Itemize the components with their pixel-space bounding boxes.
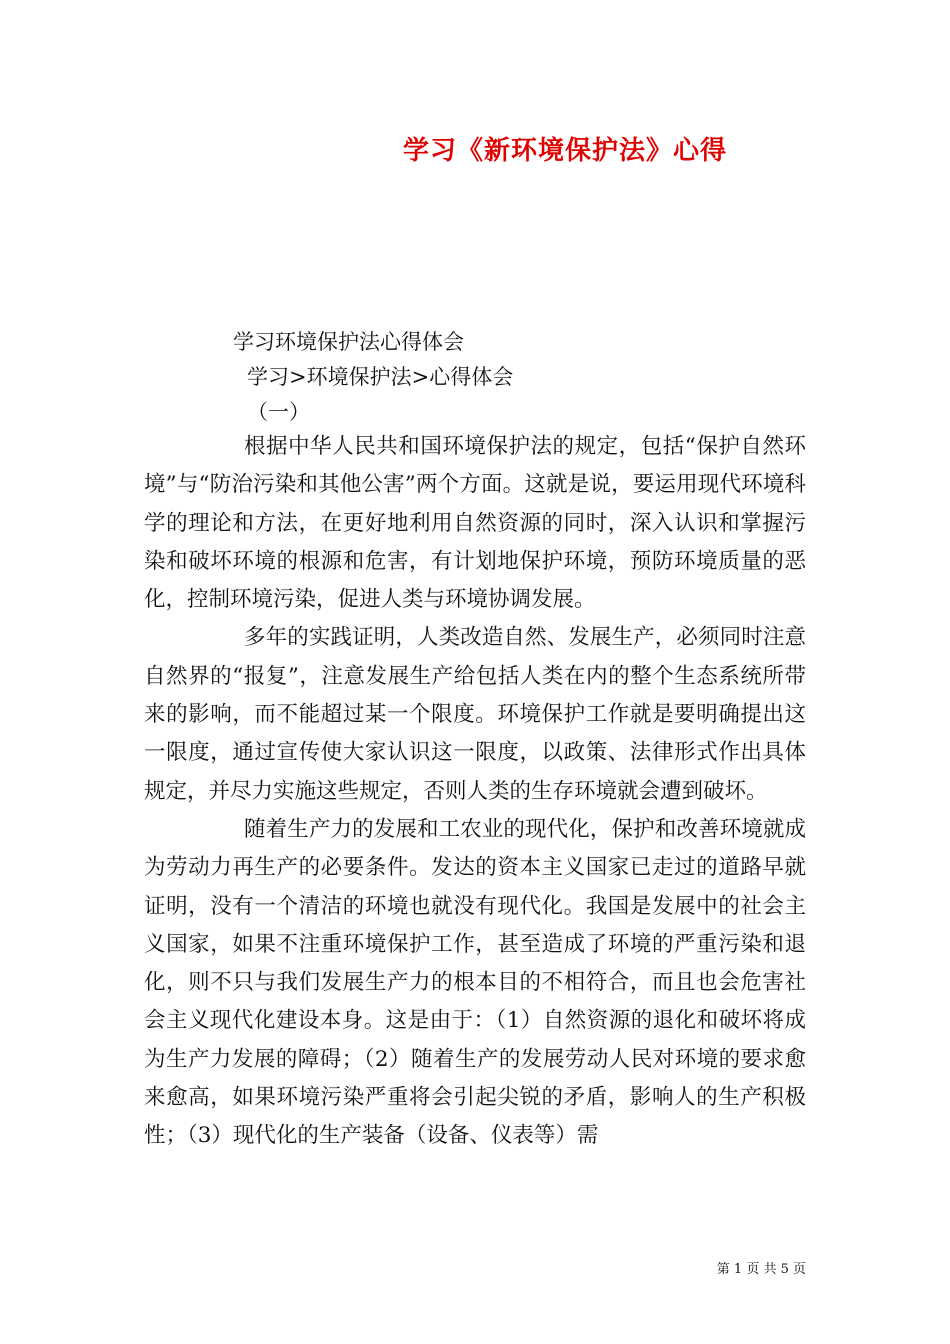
paragraph: 根据中华人民共和国环境保护法的规定，包括“保护自然环境”与“防治污染和其他公害”两个方面。这就是说，要运用现代环境科学的理论和方法，在更好地利用自然资源的同时，深入认识和掌握污染和破坏环境的根源和危害，有计划地保护环境，预防环境质量的恶化，控制环境污染，促进人类与环境协调发展。 <box>144 434 806 613</box>
article-heading: 学习环境保护法心得体会 <box>233 330 464 354</box>
section-marker: （一） <box>247 400 310 424</box>
breadcrumb: 学习>环境保护法>心得体会 <box>247 365 514 389</box>
paragraph: 随着生产力的发展和工农业的现代化，保护和改善环境就成为劳动力再生产的必要条件。发达的资本主义国家已走过的道路早就证明，没有一个清洁的环境也就没有现代化。我国是发展中的社会主义国家，如果不注重环境保护工作，甚至造成了环境的严重污染和退化，则不只与我们发展生产力的根本目的不相符合，而且也会危害社会主义现代化建设本身。这是由于：（1）自然资源的退化和破坏将成为生产力发展的障碍；（2）随着生产的发展劳动人民对环境的要求愈来愈高，如果环境污染严重将会引起尖锐的矛盾，影响人的生产积极性；（3）现代化的生产装备（设备、仪表等）需 <box>144 816 806 1149</box>
document-body <box>144 428 806 1156</box>
document-title: 学习《新环境保护法》心得 <box>402 136 727 166</box>
page-footer: 第 1 页 共 5 页 <box>716 1262 806 1277</box>
paragraph: 多年的实践证明，人类改造自然、发展生产，必须同时注意自然界的“报复”，注意发展生产给包括人类在内的整个生态系统所带来的影响，而不能超过某一个限度。环境保护工作就是要明确提出这一限度，通过宣传使大家认识这一限度，以政策、法律形式作出具体规定，并尽力实施这些规定，否则人类的生存环境就会遭到破坏。 <box>144 625 806 804</box>
